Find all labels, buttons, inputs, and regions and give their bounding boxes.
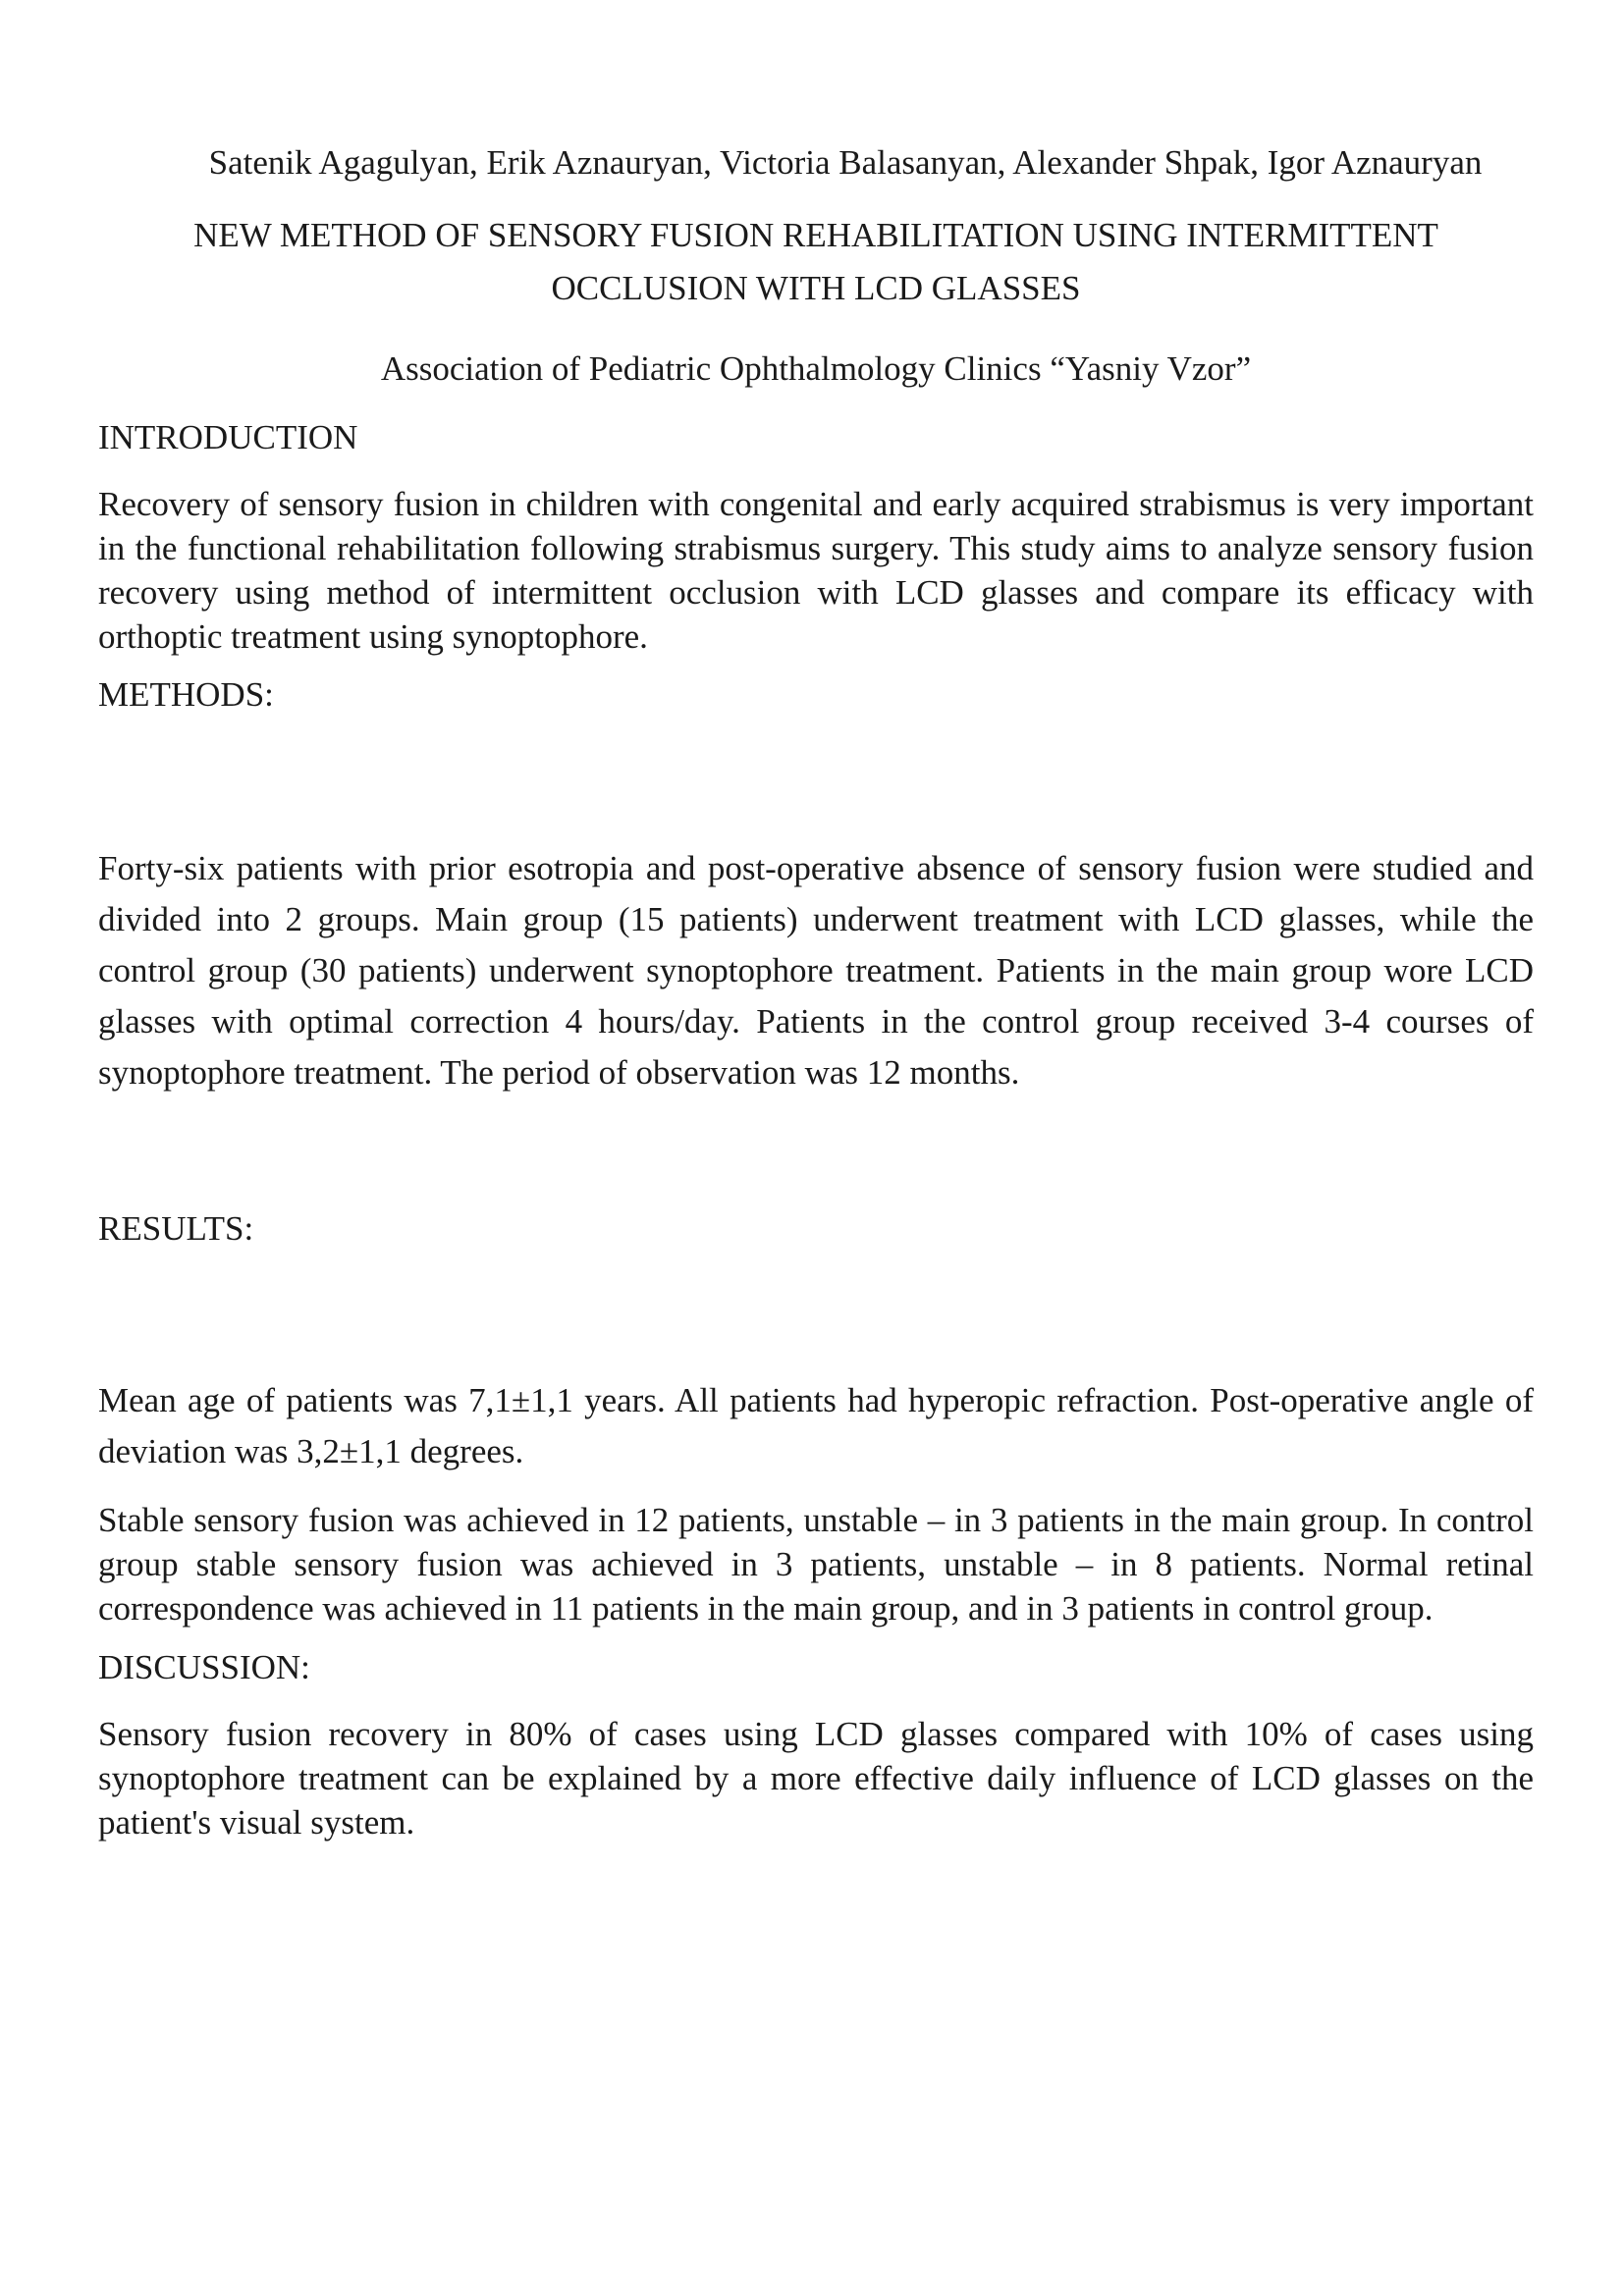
results-text-1: Mean age of patients was 7,1±1,1 years. All patients had hyperopic refraction. Post-operative angle of deviation was 3,2±1,1 degrees. <box>98 1381 1534 1470</box>
methods-text: Forty-six patients with prior esotropia and post-operative absence of sensory fusion were studied and divided into 2 groups. Main group (15 patients) underwent treatment with LCD glasses, while the control group (30 patients) underwent synoptophore treatment. Patients in the main group wore LCD glasses with optimal correction 4 hours/day. Patients in the control group received 3-4 courses of synoptophore treatment. The period of observation was 12 months. <box>98 849 1534 1092</box>
discussion-heading: DISCUSSION: <box>98 1648 310 1686</box>
discussion-text: Sensory fusion recovery in 80% of cases using LCD glasses compared with 10% of cases using synoptophore treatment can be explained by a more effective daily influence of LCD glasses on the patient's visual system. <box>98 1715 1534 1842</box>
introduction-heading: INTRODUCTION <box>98 418 358 456</box>
results-text-2: Stable sensory fusion was achieved in 12 patients, unstable – in 3 patients in the main group. In control group stable sensory fusion was achieved in 3 patients, unstable – in 8 patients. Normal retinal correspondence was achieved in 11 patients in the main group, and in 3 patients in control group. <box>98 1501 1534 1628</box>
methods-heading: METHODS: <box>98 675 274 714</box>
paper-page <box>98 137 1534 1844</box>
affiliation: Association of Pediatric Ophthalmology Clinics “Yasniy Vzor” <box>380 349 1252 388</box>
introduction-text: Recovery of sensory fusion in children with congenital and early acquired strabismus is very important in the functional rehabilitation following strabismus surgery. This study aims to analyze sensory fusion recovery using method of intermittent occlusion with LCD glasses and compare its efficacy with orthoptic treatment using synoptophore. <box>98 485 1534 656</box>
authors: Satenik Agagulyan, Erik Aznauryan, Victoria Balasanyan, Alexander Shpak, Igor Aznauryan <box>208 143 1483 182</box>
paper-title: NEW METHOD OF SENSORY FUSION REHABILITATION USING INTERMITTENT OCCLUSION WITH LCD GLASSES <box>193 216 1438 307</box>
results-heading: RESULTS: <box>98 1209 254 1248</box>
